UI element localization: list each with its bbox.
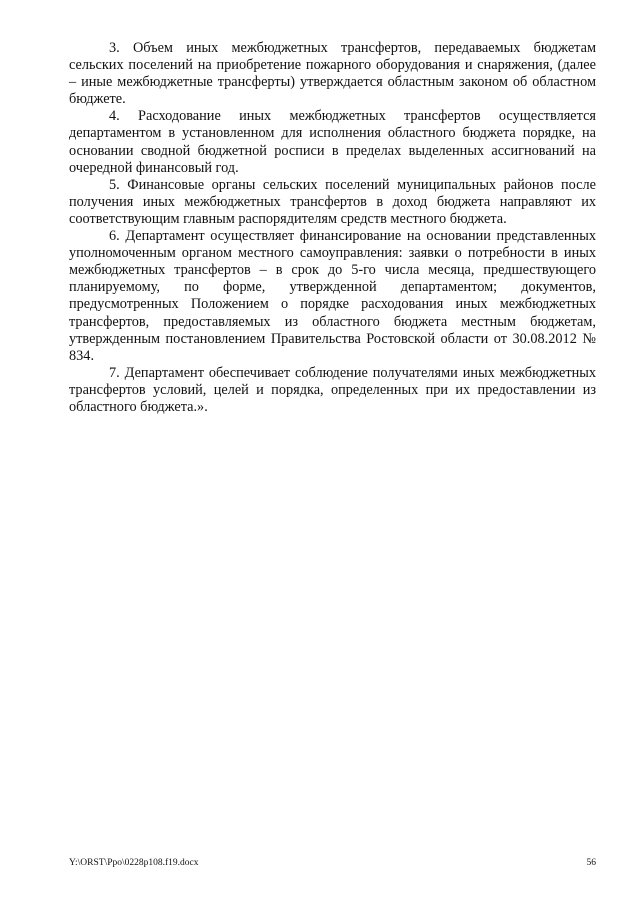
paragraph-7: 7. Департамент обеспечивает соблюдение получателями иных межбюджетных трансфертов условий, целей и порядка, определенных при их предоставлении из областного бюджета.».	[69, 364, 596, 415]
paragraph-3: 3. Объем иных межбюджетных трансфертов, передаваемых бюджетам сельских поселений на приобретение пожарного оборудования и снаряжения, (далее – иные межбюджетные трансферты) утверждается областным законом об областном бюджете.	[69, 40, 596, 108]
paragraph-5: 5. Финансовые органы сельских поселений муниципальных районов после получения иных межбюджетных трансфертов в доход бюджета направляют их соответствующим главным распорядителям средств местного бюджета.	[69, 176, 596, 227]
footer-file-path: Y:\ORST\Ppo\0228p108.f19.docx	[69, 858, 199, 868]
footer-page-number: 56	[586, 858, 596, 868]
document-body	[69, 40, 596, 416]
paragraph-6: 6. Департамент осуществляет финансирование на основании представленных уполномоченным органом местного самоуправления: заявки о потребности в иных межбюджетных трансфертов – в срок до 5-го числа месяца, предшествующего планируемому, по форме, утвержденной департаментом; документов, предусмотренных Положением о порядке расходования иных межбюджетных трансфертов, предоставляемых из областного бюджета местным бюджетам, утвержденным постановлением Правительства Ростовской области от 30.08.2012 № 834.	[69, 228, 596, 364]
paragraph-4: 4. Расходование иных межбюджетных трансфертов осуществляется департаментом в установленном для исполнения областного бюджета порядке, на основании сводной бюджетной росписи в пределах выделенных ассигнований на очередной финансовый год.	[69, 108, 596, 176]
